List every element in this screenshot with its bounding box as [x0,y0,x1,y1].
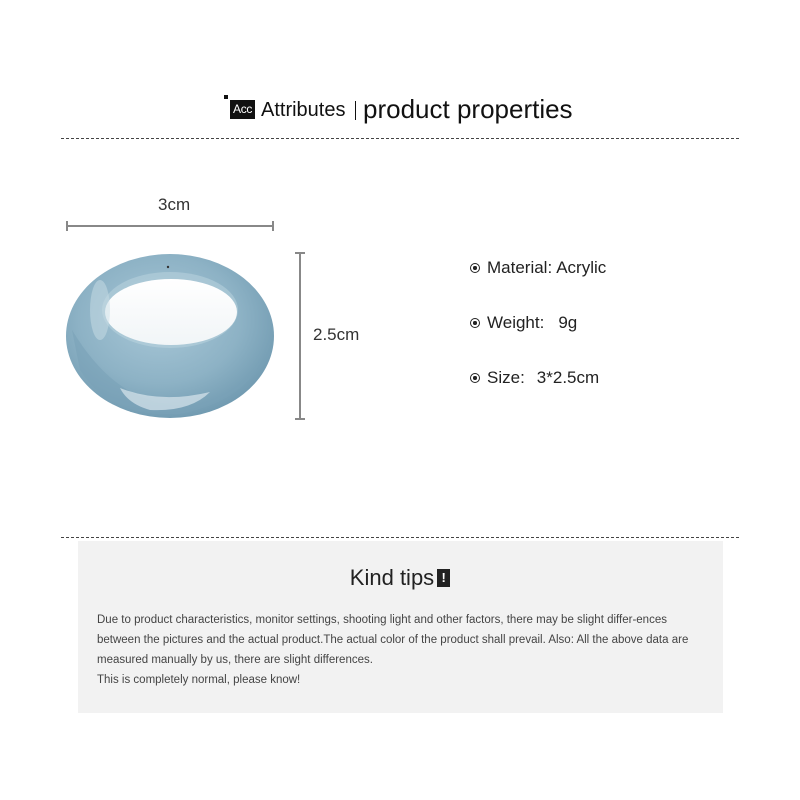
tips-closing: This is completely normal, please know! [97,674,301,686]
tips-heading [0,565,800,591]
attribute-weight [470,313,577,333]
header-label: Attributes [261,99,346,121]
tips-title: Kind tips [349,565,435,590]
attribute-name: Material: [487,258,553,277]
width-label: 3cm [158,195,191,214]
attribute-value: 9g [558,313,578,332]
tips-paragraph: Due to product characteristics, monitor settings, shooting light and other factors, there may be slight differ-ences between the pictures and the actual product.The actual color of the product shall prevail. Also: All the above data are measured manually by us, there are slight differences. [97,614,689,666]
bullet-icon [470,373,480,383]
tips-text [97,610,709,690]
attribute-value: Acrylic [556,258,607,277]
height-dimension-line [295,253,305,419]
height-label: 2.5cm [313,325,360,344]
bullet-icon [470,263,480,273]
attribute-material [470,258,606,278]
attribute-value: 3*2.5cm [536,368,600,387]
width-dimension-line [67,221,273,231]
header-badge: Acc [230,100,255,119]
attribute-size [470,368,599,388]
page-title: product properties [363,94,573,124]
bullet-icon [470,318,480,328]
attribute-name: Weight: [487,313,545,332]
exclamation-icon: ! [437,569,450,587]
attribute-name: Size: [487,368,525,387]
middle-divider [61,537,739,538]
ring-photo [66,254,274,418]
